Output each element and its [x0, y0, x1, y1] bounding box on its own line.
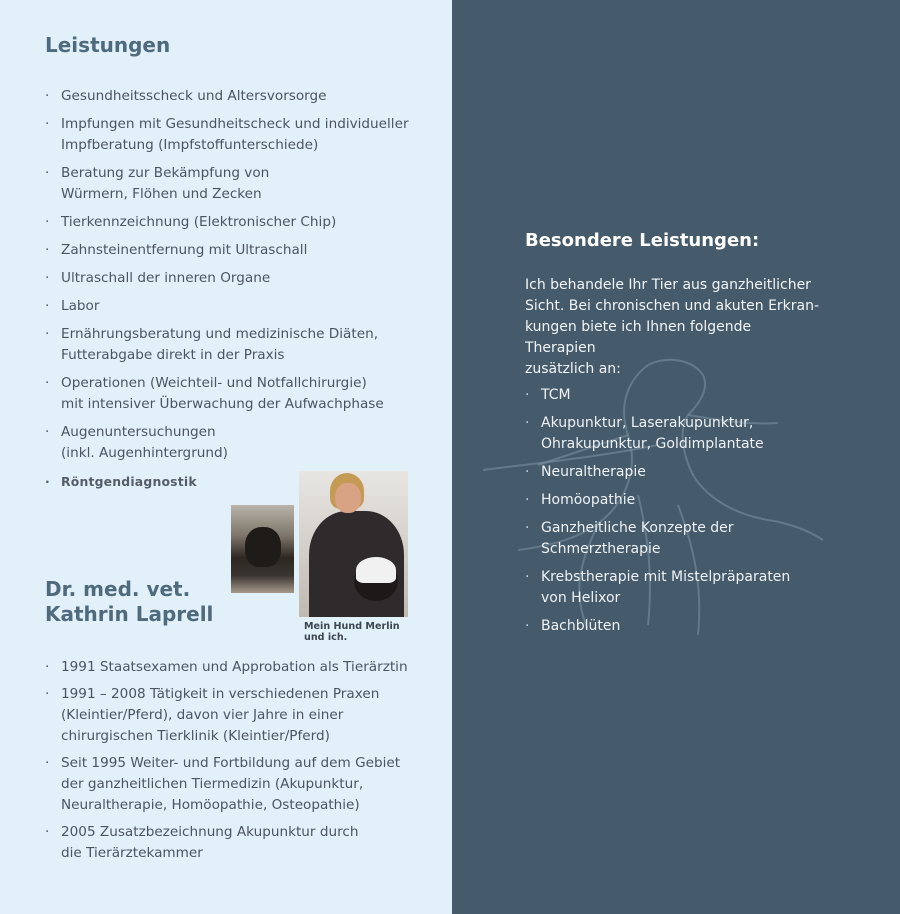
list-item-line: · Akupunktur, Laserakupunktur,	[541, 415, 754, 431]
list-item-line: · Zahnsteinentfernung mit Ultraschall	[61, 242, 308, 258]
list-item	[525, 567, 855, 609]
list-item	[45, 163, 445, 205]
list-item	[45, 240, 445, 261]
cv-list	[45, 657, 445, 870]
list-item-line: von Helixor	[541, 590, 621, 606]
dog-head-shape	[245, 527, 281, 567]
list-item	[45, 373, 445, 415]
list-item	[45, 324, 445, 366]
list-item-line: Ohrakupunktur, Goldimplantate	[541, 436, 764, 452]
list-item-line: Impfberatung (Impfstoffunterschiede)	[61, 137, 319, 153]
vet-title: Dr. med. vet.	[45, 577, 191, 601]
list-item-line: · Operationen (Weichteil- und Notfallchirurgie)	[61, 375, 367, 391]
list-item	[45, 86, 445, 107]
list-item	[525, 462, 855, 483]
dog-photo	[231, 505, 294, 593]
list-item-line: · TCM	[541, 387, 571, 403]
list-item-line: (Kleintier/Pferd), davon vier Jahre in einer	[61, 707, 344, 723]
list-item-line: Würmern, Flöhen und Zecken	[61, 186, 262, 202]
list-item	[525, 490, 855, 511]
list-item	[525, 518, 855, 560]
besondere-heading: Besondere Leistungen:	[525, 230, 760, 251]
list-item-line: · Krebstherapie mit Mistelpräparaten	[541, 569, 791, 585]
list-item-line: · 2005 Zusatzbezeichnung Akupunktur durch	[61, 824, 359, 840]
list-item-line: Schmerztherapie	[541, 541, 661, 557]
list-item-line: mit intensiver Überwachung der Aufwachphase	[61, 396, 384, 412]
list-item-line: · Impfungen mit Gesundheitscheck und individueller	[61, 116, 409, 132]
list-item-line: · Labor	[61, 298, 100, 314]
list-item-line: · 1991 Staatsexamen und Approbation als Tierärztin	[61, 659, 408, 675]
list-item-line: · Ultraschall der inneren Organe	[61, 270, 271, 286]
list-item-line: die Tierärztekammer	[61, 845, 203, 861]
vet-name	[45, 577, 213, 627]
list-item-line: · 1991 – 2008 Tätigkeit in verschiedenen Praxen	[61, 686, 380, 702]
vet-fullname: Kathrin Laprell	[45, 602, 214, 626]
list-item	[45, 684, 445, 747]
list-item-line: · Beratung zur Bekämpfung von	[61, 165, 270, 181]
list-item-line: Neuraltherapie, Homöopathie, Osteopathie)	[61, 797, 360, 813]
besondere-list	[525, 385, 855, 644]
list-item-line: · Gesundheitsscheck und Altersvorsorge	[61, 88, 327, 104]
list-item-line: · Tierkennzeichnung (Elektronischer Chip)	[61, 214, 337, 230]
list-item	[45, 657, 445, 678]
list-item-line: · Bachblüten	[541, 618, 621, 634]
photo-caption: Mein Hund Merlin und ich.	[304, 621, 400, 643]
list-item-line: (inkl. Augenhintergrund)	[61, 445, 228, 461]
list-item	[525, 616, 855, 637]
list-item-line: · Augenuntersuchungen	[61, 424, 216, 440]
list-item	[525, 413, 855, 455]
list-item-line: · Ernährungsberatung und medizinische Diäten,	[61, 326, 379, 342]
vet-with-dog-photo	[299, 471, 408, 617]
list-item	[45, 114, 445, 156]
list-item-line: · Neuraltherapie	[541, 464, 646, 480]
leistungen-heading: Leistungen	[45, 33, 171, 57]
photo-face-shape	[335, 483, 361, 513]
list-item-line: · Seit 1995 Weiter- und Fortbildung auf dem Gebiet	[61, 755, 401, 771]
list-item	[45, 212, 445, 233]
list-item	[45, 268, 445, 289]
list-item-line: · Homöopathie	[541, 492, 636, 508]
besondere-intro: Ich behandele Ihr Tier aus ganzheitlicher Sicht. Bei chronischen und akuten Erkran- kungen biete ich Ihnen folgende Therapien zusätzlich an:	[525, 277, 820, 377]
leistungen-list	[45, 86, 445, 499]
list-item	[45, 422, 445, 464]
list-item-line: Futterabgabe direkt in der Praxis	[61, 347, 285, 363]
list-item	[525, 385, 855, 406]
list-item	[45, 753, 445, 816]
list-item-line: · Röntgendiagnostik	[61, 474, 197, 489]
photo-collar-shape	[356, 557, 396, 583]
list-item	[45, 822, 445, 864]
list-item-line: chirurgischen Tierklinik (Kleintier/Pferd)	[61, 728, 330, 744]
list-item-line: der ganzheitlichen Tiermedizin (Akupunktur,	[61, 776, 364, 792]
list-item	[45, 296, 445, 317]
list-item-line: · Ganzheitliche Konzepte der	[541, 520, 734, 536]
